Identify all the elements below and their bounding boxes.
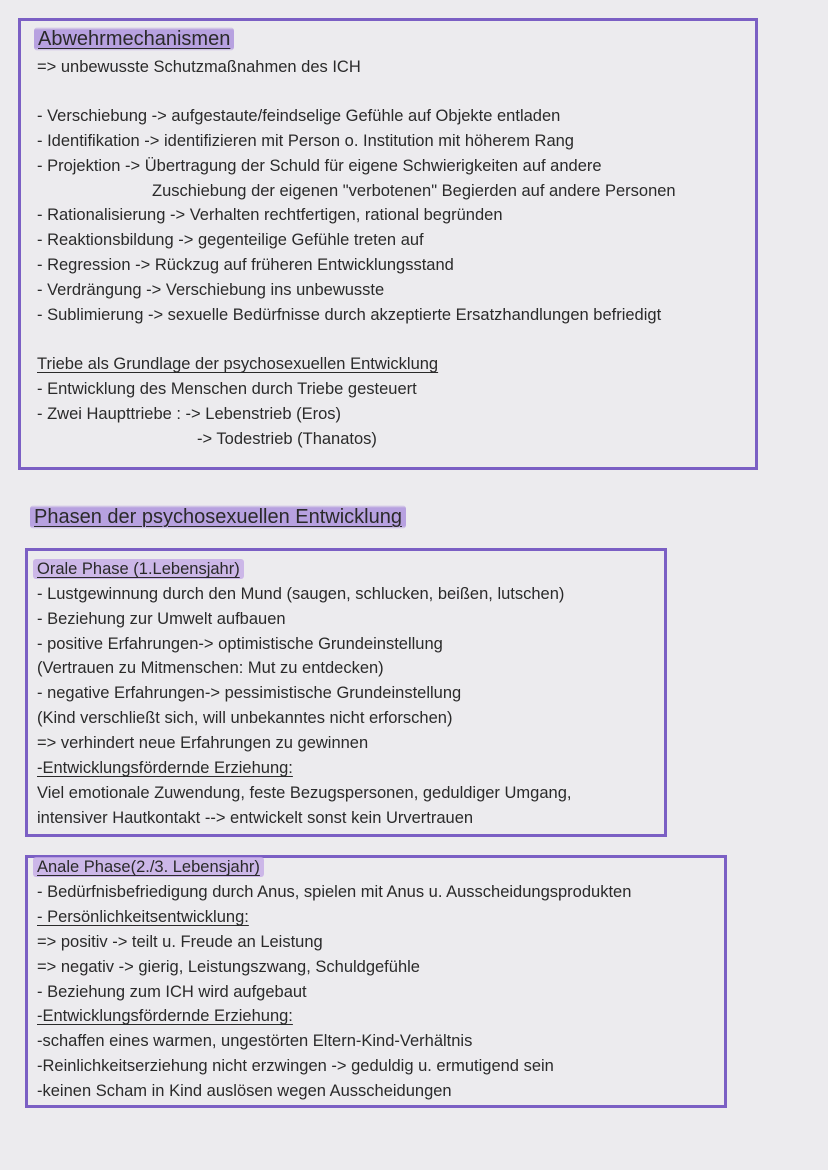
triebe-heading: Triebe als Grundlage der psychosexuellen Entwicklung	[37, 355, 439, 373]
list-item: (Vertrauen zu Mitmenschen: Mut zu entdecken)	[37, 659, 384, 677]
erziehung-heading: -Entwicklungsfördernde Erziehung:	[37, 1007, 293, 1025]
list-item: -keinen Scham in Kind auslösen wegen Ausscheidungen	[37, 1082, 452, 1100]
list-item: - Zwei Haupttriebe : -> Lebenstrieb (Eros)	[37, 405, 342, 423]
section-title-phasen: Phasen der psychosexuellen Entwicklung	[30, 505, 406, 529]
section-title-abwehrmechanismen: Abwehrmechanismen	[34, 27, 234, 51]
list-item: - Identifikation -> identifizieren mit Person o. Institution mit höherem Rang	[37, 132, 574, 150]
list-item: - Beziehung zum ICH wird aufgebaut	[37, 983, 307, 1001]
list-item: (Kind verschließt sich, will unbekanntes nicht erforschen)	[37, 709, 453, 727]
list-item: -schaffen eines warmen, ungestörten Eltern-Kind-Verhältnis	[37, 1032, 473, 1050]
list-item: -Reinlichkeitserziehung nicht erzwingen -> geduldig u. ermutigend sein	[37, 1057, 554, 1075]
list-item: => verhindert neue Erfahrungen zu gewinnen	[37, 734, 369, 752]
list-item: => negativ -> gierig, Leistungszwang, Schuldgefühle	[37, 958, 420, 976]
list-item: intensiver Hautkontakt --> entwickelt sonst kein Urvertrauen	[37, 809, 474, 827]
list-item: - Beziehung zur Umwelt aufbauen	[37, 610, 286, 628]
list-item: => positiv -> teilt u. Freude an Leistung	[37, 933, 323, 951]
list-item: - Lustgewinnung durch den Mund (saugen, schlucken, beißen, lutschen)	[37, 585, 565, 603]
list-item: - Bedürfnisbefriedigung durch Anus, spielen mit Anus u. Ausscheidungsprodukten	[37, 883, 632, 901]
list-item: Zuschiebung der eigenen "verbotenen" Begierden auf andere Personen	[152, 182, 676, 200]
list-item: - Rationalisierung -> Verhalten rechtfertigen, rational begründen	[37, 206, 503, 224]
list-item: - Verschiebung -> aufgestaute/feindselige Gefühle auf Objekte entladen	[37, 107, 561, 125]
intro-line: => unbewusste Schutzmaßnahmen des ICH	[37, 58, 361, 76]
list-item: - Regression -> Rückzug auf früheren Entwicklungsstand	[37, 256, 454, 274]
orale-phase-title: Orale Phase (1.Lebensjahr)	[33, 559, 244, 579]
list-item: - positive Erfahrungen-> optimistische Grundeinstellung	[37, 635, 443, 653]
list-item: - Sublimierung -> sexuelle Bedürfnisse durch akzeptierte Ersatzhandlungen befriedigt	[37, 306, 662, 324]
anale-phase-title: Anale Phase(2./3. Lebensjahr)	[33, 857, 264, 877]
list-item: -> Todestrieb (Thanatos)	[197, 430, 377, 448]
erziehung-heading: -Entwicklungsfördernde Erziehung:	[37, 759, 293, 777]
list-item: - Projektion -> Übertragung der Schuld für eigene Schwierigkeiten auf andere	[37, 157, 602, 175]
persoenlichkeit-heading: - Persönlichkeitsentwicklung:	[37, 908, 249, 926]
list-item: - Entwicklung des Menschen durch Triebe gesteuert	[37, 380, 417, 398]
list-item: Viel emotionale Zuwendung, feste Bezugspersonen, geduldiger Umgang,	[37, 784, 572, 802]
list-item: - Verdrängung -> Verschiebung ins unbewusste	[37, 281, 385, 299]
list-item: - Reaktionsbildung -> gegenteilige Gefühle treten auf	[37, 231, 424, 249]
list-item: - negative Erfahrungen-> pessimistische Grundeinstellung	[37, 684, 462, 702]
